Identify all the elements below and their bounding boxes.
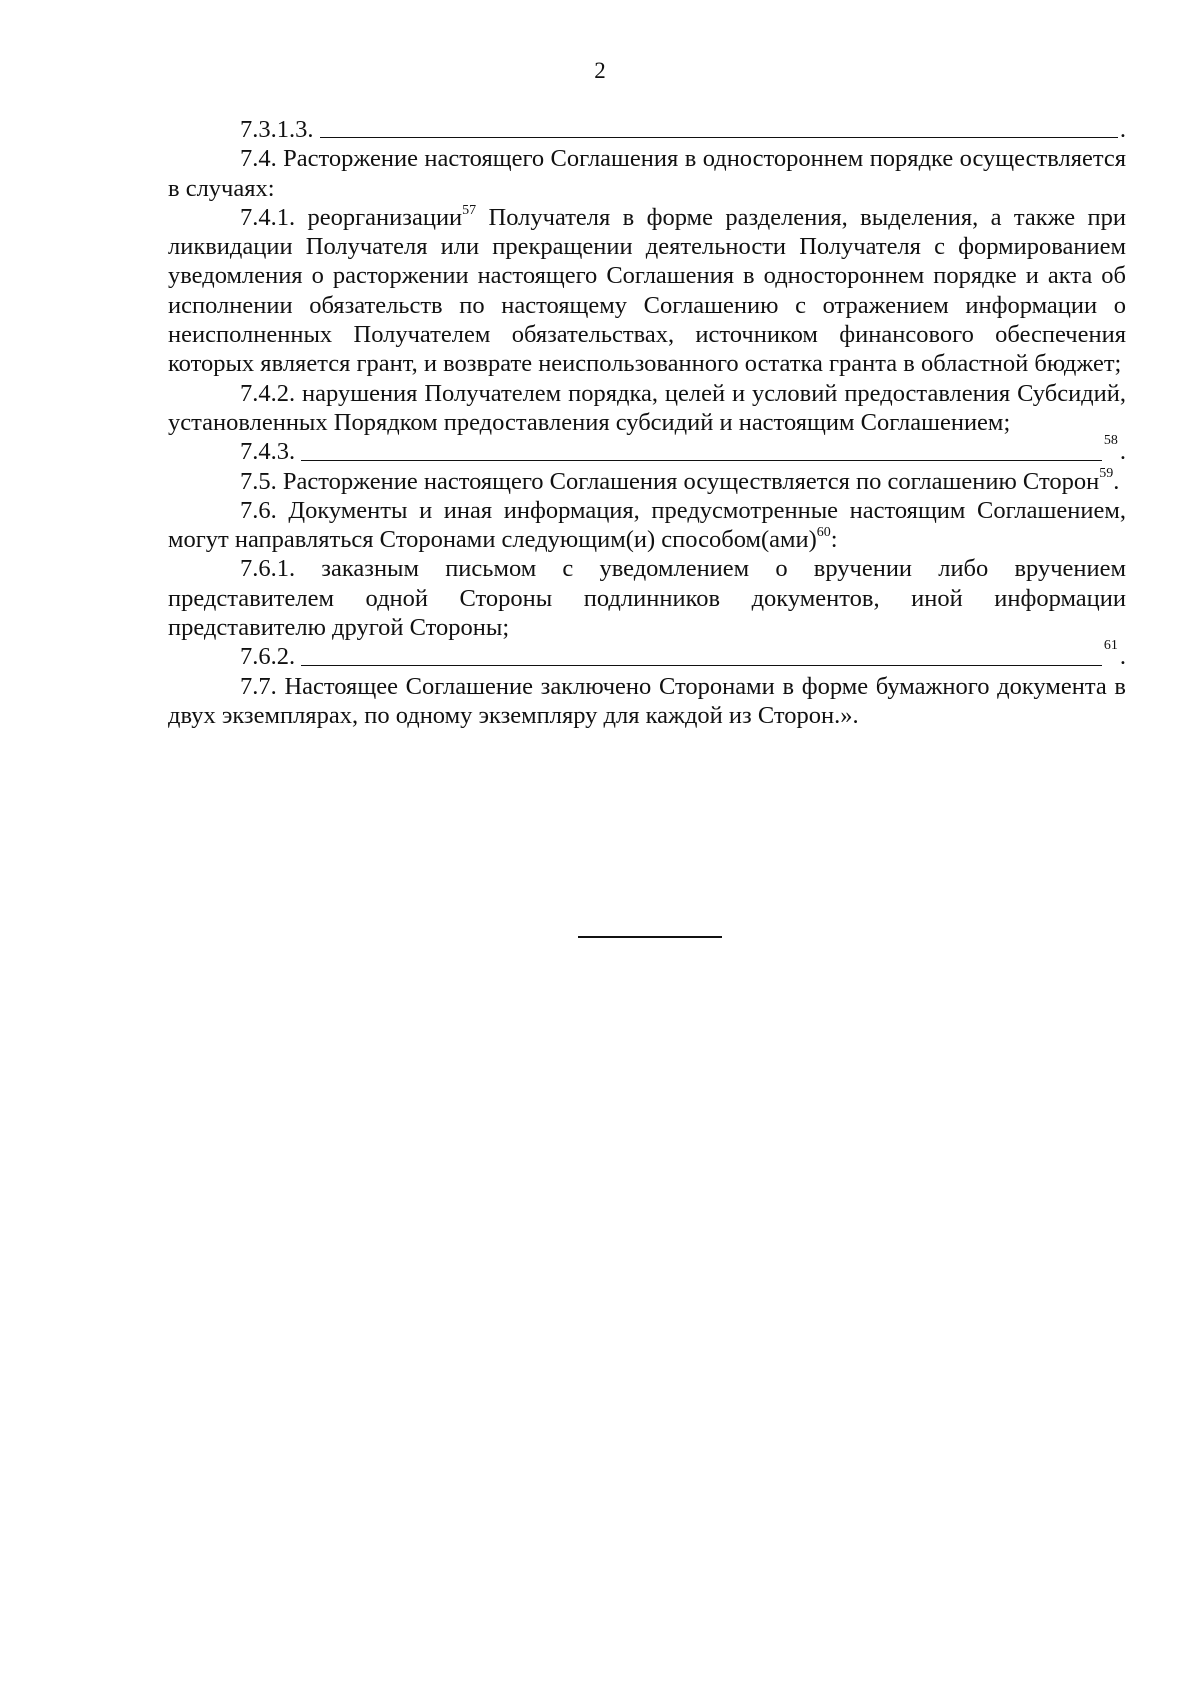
footnote-ref: 60 bbox=[816, 525, 831, 540]
clause-text: Получателя в форме разделения, выделения, а также при ликвидации Получателя или прекращении деятельности Получателя с формированием уведомления о расторжении настоящего Соглашения в одностороннем порядке и акта об исполнении обязательств по настоящему Соглашению с отражением информации о неисполненных Получателем обязательствах, источником финансового обеспечения которых является грант, и возврате неиспользованного остатка гранта в областной бюджет; bbox=[168, 203, 1127, 378]
clause-label: 7.6.2. bbox=[240, 643, 296, 671]
end-of-document-rule bbox=[578, 936, 722, 938]
clause-text: 7.6. Документы и иная информация, предусмотренные настоящим Соглашением, могут направляться Сторонами следующим(и) способом(ами) bbox=[168, 496, 1126, 554]
footnote-ref: 59 bbox=[1099, 466, 1114, 482]
clause-end: . bbox=[1119, 643, 1126, 671]
footnote-ref: 57 bbox=[462, 202, 477, 218]
clause-text: 7.5. Расторжение настоящего Соглашения осуществляется по соглашению Сторон bbox=[240, 467, 1100, 495]
fill-in-blank bbox=[320, 137, 1118, 138]
fill-in-blank bbox=[301, 665, 1102, 666]
clause-text: . bbox=[1113, 467, 1120, 495]
clause-7-6 bbox=[168, 496, 1126, 555]
page-number: 2 bbox=[594, 58, 606, 83]
clause-7-7: 7.7. Настоящее Соглашение заключено Сторонами в форме бумажного документа в двух экземплярах, по одному экземпляру для каждой из Сторон.». bbox=[168, 672, 1126, 729]
clause-label: 7.3.1.3. bbox=[240, 116, 314, 143]
fill-in-blank bbox=[301, 460, 1102, 461]
clause-7-6-2 bbox=[168, 638, 1126, 671]
clause-end: . bbox=[1119, 116, 1126, 143]
footnote-ref: 58 bbox=[1103, 433, 1118, 449]
clause-7-6-1: 7.6.1. заказным письмом с уведомлением о вручении либо вручением представителем одной Стороны подлинников документов, иной информации представителю другой Стороны; bbox=[168, 555, 1126, 642]
clause-7-3-1-3 bbox=[168, 115, 1126, 144]
clause-text: : bbox=[830, 526, 838, 554]
clause-7-4: 7.4. Расторжение настоящего Соглашения в одностороннем порядке осуществляется в случаях: bbox=[168, 145, 1126, 202]
clause-end: . bbox=[1119, 438, 1126, 466]
clause-7-4-3 bbox=[168, 433, 1126, 466]
clause-7-4-1 bbox=[168, 203, 1126, 379]
document-body bbox=[168, 115, 1126, 730]
clause-7-5 bbox=[168, 467, 1126, 496]
clause-7-4-2: 7.4.2. нарушения Получателем порядка, целей и условий предоставления Субсидий, установленных Порядком предоставления субсидий и настоящим Соглашением; bbox=[168, 379, 1126, 436]
clause-text: 7.4.1. реорганизации bbox=[240, 203, 463, 231]
footnote-ref: 61 bbox=[1103, 638, 1118, 654]
clause-label: 7.4.3. bbox=[240, 438, 296, 466]
